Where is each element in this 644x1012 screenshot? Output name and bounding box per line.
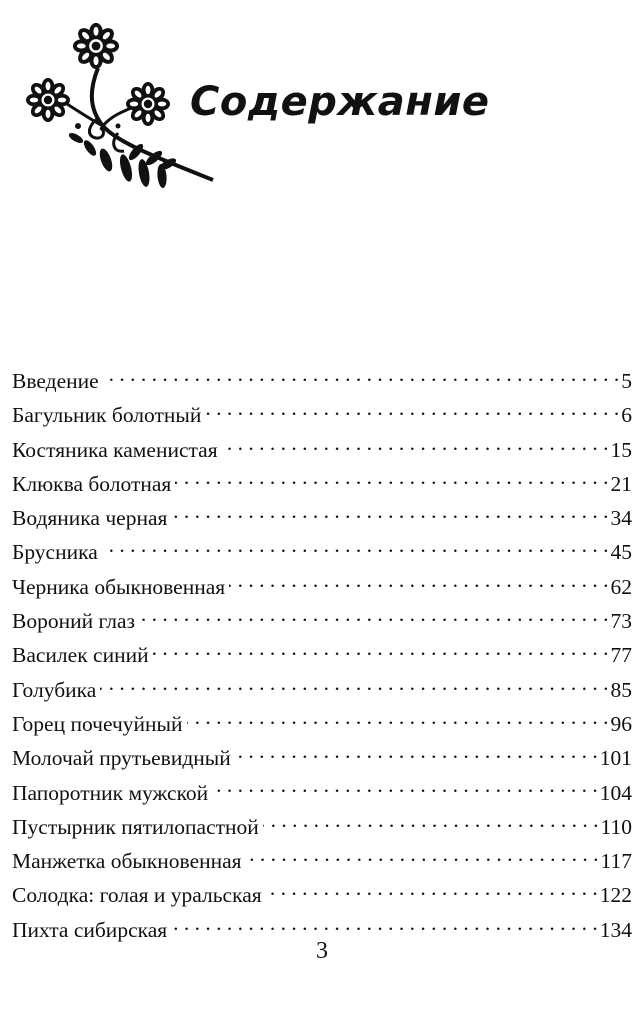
toc-entry-label: Папоротник мужской [12,780,209,805]
table-of-contents [12,364,632,947]
toc-entry-label: Багульник болотный [12,403,202,428]
toc-entry-label: Манжетка обыкновенная [12,849,242,874]
toc-entry-label: Водяника черная [12,506,168,531]
toc-entry-label: Брусника [12,540,98,565]
toc-entry-page: 134 [599,917,632,942]
toc-entry-label: Василек синий [12,643,149,668]
toc-entry[interactable] [12,604,632,638]
dot-leader [263,812,599,834]
toc-entry[interactable] [12,810,632,844]
toc-entry[interactable] [12,673,632,707]
toc-entry-page: 15 [610,437,632,462]
dot-leader [246,847,599,869]
dot-leader [153,641,609,663]
toc-entry[interactable] [12,467,632,501]
toc-entry[interactable] [12,501,632,535]
toc-entry-label: Пустырник пятилопастной [12,814,259,839]
toc-entry-label: Черника обыкновенная [12,574,226,599]
toc-entry-page: 34 [610,506,632,531]
toc-entry-label: Солодка: голая и уральская [12,883,262,908]
toc-entry[interactable] [12,638,632,672]
toc-entry[interactable] [12,741,632,775]
dot-leader [102,538,609,560]
toc-entry-label: Молочай прутьевидный [12,746,231,771]
toc-entry-label: Введение [12,369,99,393]
toc-entry-page: 101 [599,746,632,771]
dot-leader [187,709,609,731]
toc-entry-page: 6 [621,403,632,428]
toc-entry[interactable] [12,878,632,912]
dot-leader [100,675,608,697]
dot-leader [205,401,619,423]
dot-leader [266,881,598,903]
toc-entry-page: 96 [610,711,632,736]
toc-entry-label: Клюква болотная [12,471,172,496]
dot-leader [212,778,598,800]
dot-leader [229,572,608,594]
dot-leader [139,607,609,629]
toc-entry[interactable] [12,844,632,878]
dot-leader [171,504,608,526]
toc-entry[interactable] [12,707,632,741]
toc-entry-label: Костяника каменистая [12,437,218,462]
dot-leader [235,744,598,766]
toc-entry-page: 62 [610,574,632,599]
toc-entry-page: 45 [610,540,632,565]
dot-leader [222,435,609,457]
toc-entry-page: 122 [599,883,632,908]
dot-leader [175,469,608,491]
toc-entry-label: Голубика [12,677,97,702]
toc-entry-page: 21 [610,471,632,496]
toc-entry-page: 85 [610,677,632,702]
toc-entry-page: 5 [621,369,632,393]
page-title: Содержание [190,79,490,125]
toc-entry[interactable] [12,535,632,569]
dot-leader [171,915,598,937]
toc-entry[interactable] [12,570,632,604]
toc-entry[interactable] [12,776,632,810]
toc-entry-page: 117 [600,849,632,874]
toc-entry-page: 104 [599,780,632,805]
toc-entry[interactable] [12,433,632,467]
page-number: 3 [316,938,328,964]
toc-entry-page: 77 [610,643,632,668]
toc-entry-label: Горец почечуйный [12,711,183,736]
toc-entry-label: Вороний глаз [12,609,135,634]
toc-entry[interactable] [12,364,632,398]
toc-entry-page: 73 [610,609,632,634]
toc-entry-page: 110 [600,814,632,839]
dot-leader [103,367,620,389]
toc-entry[interactable] [12,398,632,432]
toc-entry-label: Пихта сибирская [12,917,168,942]
